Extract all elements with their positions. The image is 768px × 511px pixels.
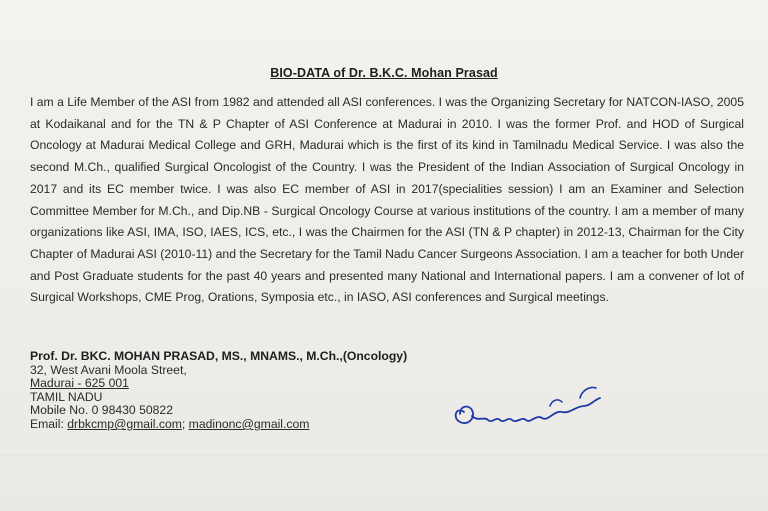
bio-paragraph: I am a Life Member of the ASI from 1982 and attended all ASI conferences. I was the Organizing Secretary for NATCON-IASO, 2005 at Kodaikanal and for the TN & P Chapter of ASI Conference at Madurai in 2010. I was the former Prof. and HOD of Surgical Oncology at Madurai Medical College and GRH, Madurai which is the first of its kind in Tamilnadu Medical Service. I was also the second M.Ch., qualified Surgical Oncologist of the Country. I was the President of the Indian Association of Surgical Oncology in 2017 and its EC member twice. I was also EC member of ASI in 2017(specialities session) I am an Examiner and Selection Committee Member for M.Ch., and Dip.NB - Surgical Oncology Course at various institutions of the country. I am a member of many organizations like ASI, IMA, ISO, IAES, ICS, etc., I was the Chairmen for the ASI (TN & P chapter) in 2012-13, Chairman for the City Chapter of Madurai ASI (2010-11) and the Secretary for the Tamil Nadu Cancer Surgeons Association. I am a teacher for both Under and Post Graduate students for the past 40 years and presented many National and International papers. I am a convener of lot of Surgical Workshops, CME Prog, Orations, Symposia etc., in IASO, ASI conferences and Surgical meetings. [30, 95, 744, 305]
document-title: BIO-DATA of Dr. B.K.C. Mohan Prasad [270, 66, 498, 80]
email-link-1[interactable]: drbkcmp@gmail.com [67, 416, 182, 431]
contact-name: Prof. Dr. BKC. MOHAN PRASAD, MS., MNAMS., M.Ch.,(Oncology) [30, 349, 408, 363]
email-label: Email: [30, 416, 68, 431]
handwritten-signature-icon [430, 376, 630, 436]
address-line-2: Madurai - 625 001 [30, 376, 129, 391]
mobile-number: Mobile No. 0 98430 50822 [30, 403, 173, 418]
email-link-2[interactable]: madinonc@gmail.com [188, 416, 310, 431]
contact-block [30, 350, 407, 432]
email-line [30, 418, 407, 432]
paper-fold-line [0, 455, 768, 456]
email-separator: ; [181, 416, 189, 431]
address-line-1: 32, West Avani Moola Street, [30, 362, 187, 377]
address-state: TAMIL NADU [30, 389, 103, 404]
